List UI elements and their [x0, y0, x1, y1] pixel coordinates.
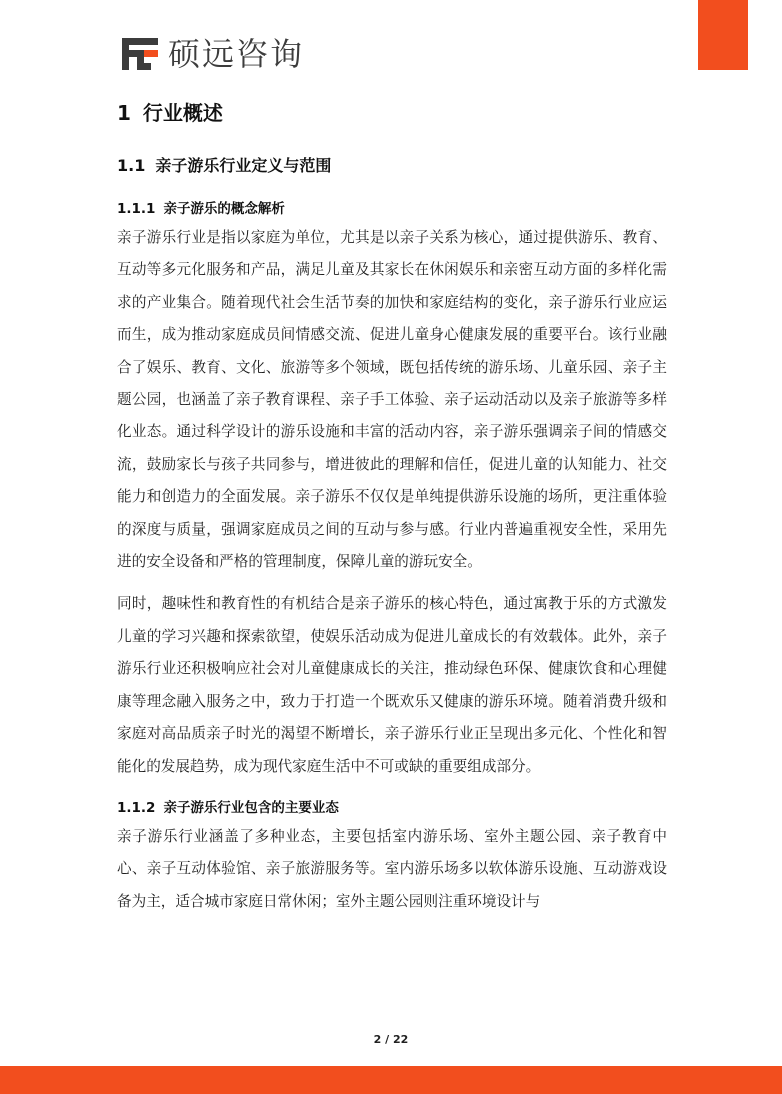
subsection-number: 1.1.2	[117, 799, 156, 816]
chapter-title: 行业概述	[142, 101, 223, 125]
subsection-heading	[117, 797, 667, 819]
subsection-title: 亲子游乐的概念解析	[163, 201, 285, 217]
document-body	[117, 96, 667, 918]
section-heading	[117, 152, 667, 180]
section-number: 1.1	[117, 156, 146, 175]
body-paragraph: 亲子游乐行业涵盖了多种业态，主要包括室内游乐场、室外主题公园、亲子教育中心、亲子互动体验馆、亲子旅游服务等。室内游乐场多以软体游乐设施、互动游戏设备为主，适合城市家庭日常休闲；室外主题公园则注重环境设计与	[117, 827, 667, 910]
brand-logo-icon	[120, 36, 160, 72]
body-paragraph: 亲子游乐行业是指以家庭为单位，尤其是以亲子关系为核心，通过提供游乐、教育、互动等多元化服务和产品，满足儿童及其家长在休闲娱乐和亲密互动方面的多样化需求的产业集合。随着现代社会生活节奏的加快和家庭结构的变化，亲子游乐行业应运而生，成为推动家庭成员间情感交流、促进儿童身心健康发展的重要平台。该行业融合了娱乐、教育、文化、旅游等多个领域，既包括传统的游乐场、儿童乐园、亲子主题公园，也涵盖了亲子教育课程、亲子手工体验、亲子运动活动以及亲子旅游等多样化业态。通过科学设计的游乐设施和丰富的活动内容，亲子游乐强调亲子间的情感交流，鼓励家长与孩子共同参与，增进彼此的理解和信任，促进儿童的认知能力、社交能力和创造力的全面发展。亲子游乐不仅仅是单纯提供游乐设施的场所，更注重体验的深度与质量，强调家庭成员之间的互动与参与感。行业内普遍重视安全性，采用先进的安全设备和严格的管理制度，保障儿童的游玩安全。	[117, 229, 667, 571]
footer-accent-bar	[0, 1066, 782, 1094]
body-paragraph: 同时，趣味性和教育性的有机结合是亲子游乐的核心特色，通过寓教于乐的方式激发儿童的学习兴趣和探索欲望，使娱乐活动成为促进儿童成长的有效载体。此外，亲子游乐行业还积极响应社会对儿童健康成长的关注，推动绿色环保、健康饮食和心理健康等理念融入服务之中，致力于打造一个既欢乐又健康的游乐环境。随着消费升级和家庭对高品质亲子时光的渴望不断增长，亲子游乐行业正呈现出多元化、个性化和智能化的发展趋势，成为现代家庭生活中不可或缺的重要组成部分。	[117, 595, 667, 775]
brand-logo	[120, 34, 304, 74]
section-title: 亲子游乐行业定义与范围	[155, 156, 332, 175]
subsection-number: 1.1.1	[117, 201, 156, 217]
brand-name: 硕远咨询	[168, 35, 305, 73]
chapter-number: 1	[117, 101, 131, 125]
chapter-heading	[117, 96, 667, 130]
subsection-heading	[117, 198, 667, 220]
page-number: 2 / 22	[373, 1033, 409, 1046]
corner-accent-block	[698, 0, 748, 70]
subsection-title: 亲子游乐行业包含的主要业态	[163, 799, 339, 816]
